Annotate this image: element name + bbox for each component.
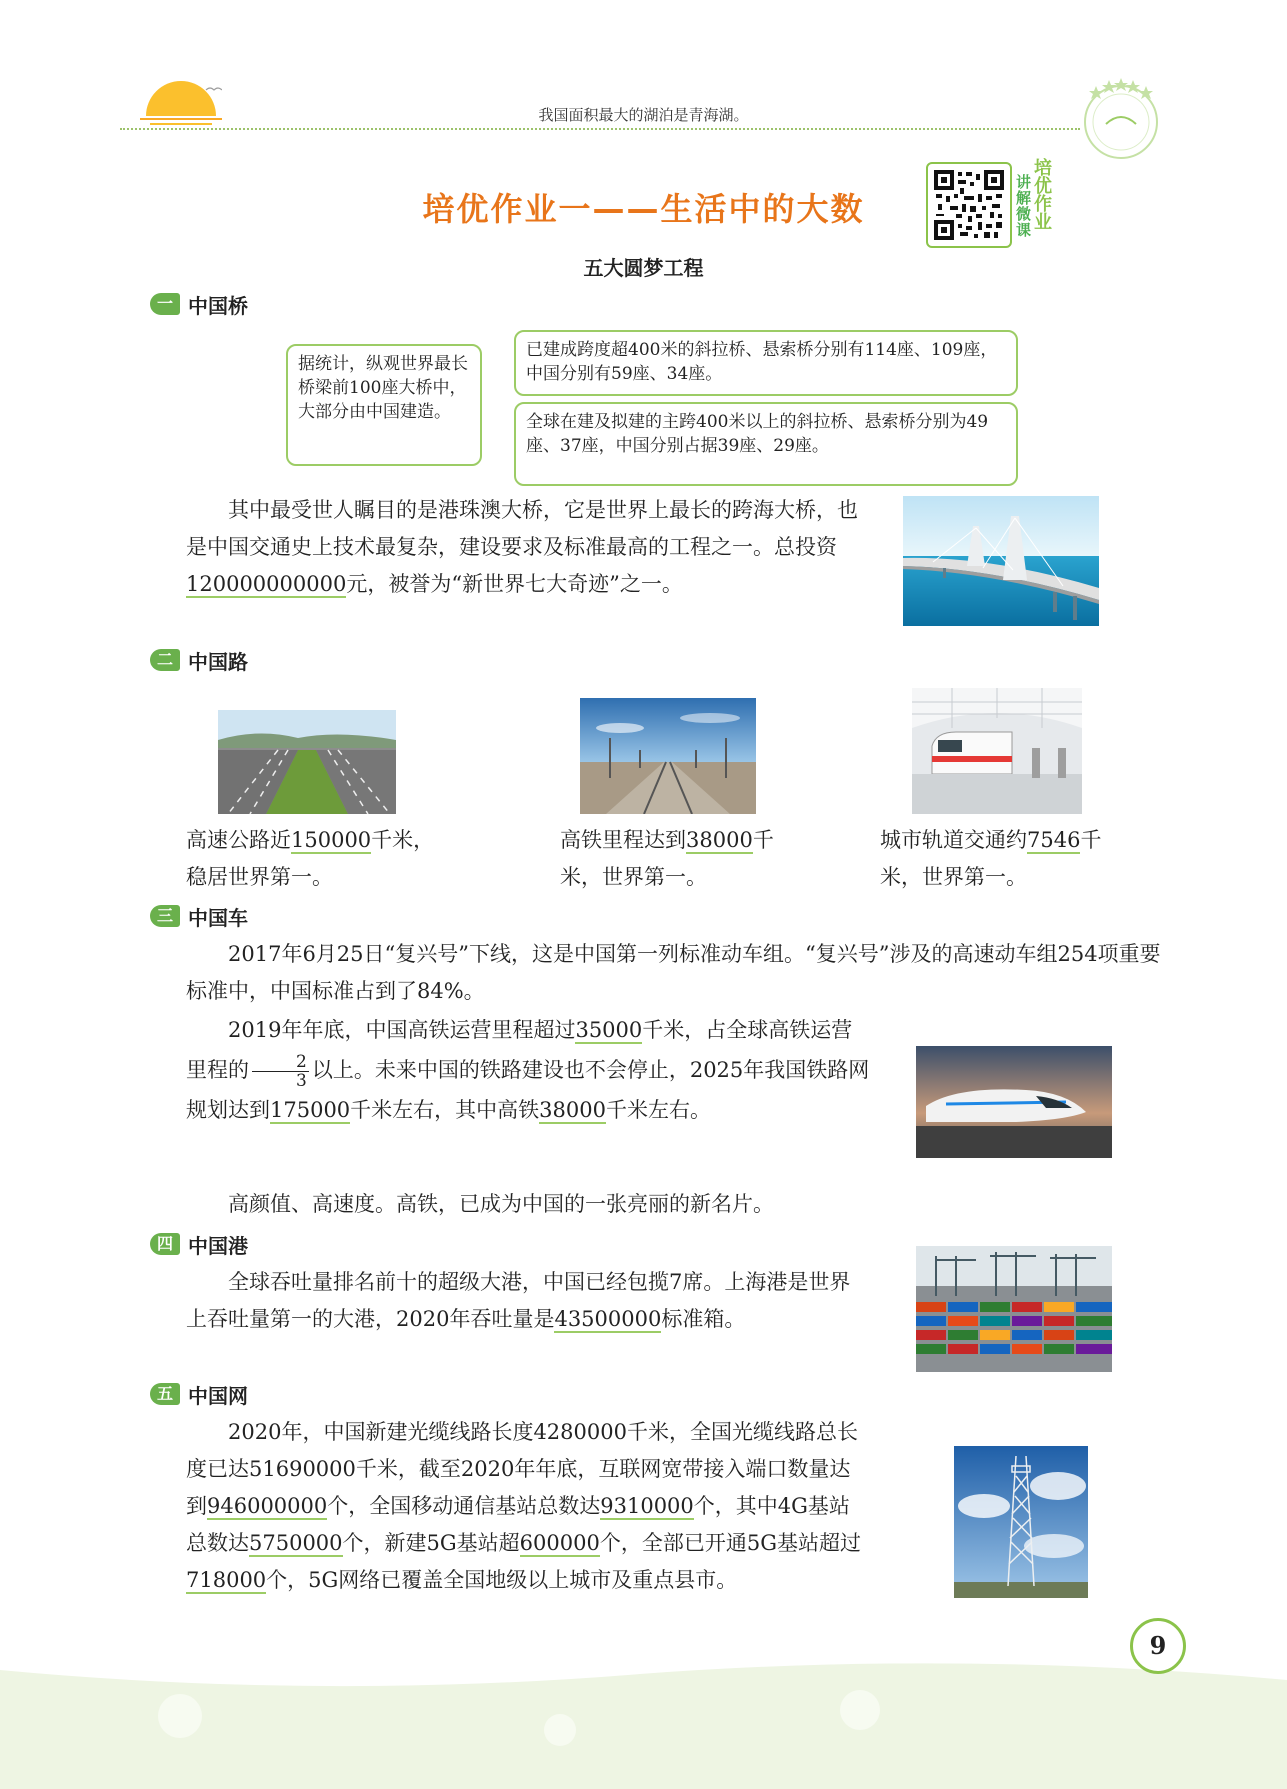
cap3-number: 7546 (1027, 828, 1081, 852)
car-number-38000: 38000 (539, 1098, 606, 1122)
cap1-number: 150000 (291, 828, 372, 852)
net-t6: 个，5G网络已覆盖全国地级以上城市及重点县市。 (266, 1568, 738, 1592)
net-paragraph (186, 1414, 870, 1599)
section-title: 中国网 (188, 1383, 248, 1408)
section-badge: 四 (150, 1233, 180, 1255)
net-number-3: 5750000 (249, 1531, 343, 1555)
section-net-head (150, 1380, 248, 1408)
fraction-denominator: 3 (296, 1071, 307, 1091)
bullet-train-photo (916, 1046, 1112, 1158)
rail-track-photo (580, 698, 756, 814)
bridge-text-after: 元，被誉为“新世界七大奇迹”之一。 (346, 572, 683, 596)
section-badge: 二 (150, 649, 180, 671)
car-number-35000: 35000 (575, 1018, 643, 1042)
section-title: 中国港 (188, 1233, 248, 1258)
car-paragraph-3: 高颜值、高速度。高铁，已成为中国的一张亮丽的新名片。 (228, 1192, 774, 1216)
caption-metro (880, 822, 1120, 896)
cap2-before: 高铁里程达到 (560, 828, 686, 852)
qr-code[interactable] (926, 162, 1012, 248)
section-badge: 一 (150, 293, 180, 315)
car-p2-b: 千米，占全球 (642, 1018, 769, 1042)
qr-side-large: 培优作业 (1034, 158, 1052, 233)
net-t1: 2020年，中国新建光缆线路长度4280000千米，全国光缆线路总长度已达51690000千米，截至2020年年底，互联网宽带接入端口数量达到 (186, 1420, 858, 1518)
bridge-text-before: 其中最受世人瞩目的是港珠澳大桥，它是世界上最长的跨海大桥，也是中国交通史上技术最复杂，建设要求及标准最高的工程之一。总投资 (186, 498, 858, 559)
running-header: 我国面积最大的湖泊是青海湖。 (538, 106, 749, 124)
net-number-4: 600000 (519, 1531, 600, 1555)
bridge-paragraph (186, 492, 870, 603)
net-number-5: 718000 (186, 1568, 267, 1592)
cap2-after: 千米，世界第一。 (560, 828, 774, 889)
car-number-175000: 175000 (270, 1098, 351, 1122)
cap1-before: 高速公路近 (186, 828, 291, 852)
section-badge: 三 (150, 905, 180, 927)
highway-photo (218, 710, 396, 814)
car-p2-d: 以上。未来中国的铁路建设也不会停止， (311, 1058, 690, 1082)
net-t5: 个，全部已开通5G基站超过 (599, 1531, 861, 1555)
car-p2-e: 2025年我国铁路网规划达到 (186, 1058, 870, 1122)
car-paragraph-1: 2017年6月25日“复兴号”下线，这是中国第一列标准动车组。“复兴号”涉及的高速动车组254项重要标准中，中国标准占到了84%。 (186, 942, 1161, 1003)
section-title: 中国路 (188, 649, 248, 674)
car-p2-g: 千米左右。 (605, 1098, 711, 1122)
port-number: 43500000 (554, 1307, 662, 1331)
net-number-1: 946000000 (207, 1494, 328, 1518)
footer-decoration (0, 1660, 1287, 1789)
section-title: 中国桥 (188, 293, 248, 318)
section-bridge-head (150, 290, 248, 318)
brand-badge-icon (1076, 72, 1166, 162)
port-text: 全球吞吐量排名前十的超级大港，中国已经包揽7席。上海港是世界上吞吐量第一的大港，2020年吞吐量是 (186, 1270, 851, 1331)
car-p2-a: 2019年年底，中国高铁运营里程超过 (228, 1018, 576, 1042)
caption-high-speed-rail (560, 822, 800, 896)
cap3-before: 城市轨道交通约 (880, 828, 1027, 852)
net-t4: 个，新建5G基站超 (342, 1531, 520, 1555)
signal-tower-photo (954, 1446, 1088, 1598)
fraction-two-thirds (252, 1053, 309, 1090)
cap1-after: 千米，稳居世界第一。 (186, 828, 435, 889)
net-t3: 个，其中4G基站总数达 (186, 1494, 850, 1555)
metro-station-photo (912, 688, 1082, 814)
note-top-right: 已建成跨度超400米的斜拉桥、悬索桥分别有114座、109座，中国分别有59座、34座。 (514, 330, 1018, 396)
fraction-numerator: 2 (252, 1053, 309, 1072)
car-paragraph-2 (186, 1010, 870, 1130)
qr-code-icon (934, 170, 1004, 240)
header-divider (120, 128, 1080, 130)
bridge-photo (903, 496, 1099, 626)
section-road-head (150, 646, 248, 674)
caption-highway (186, 822, 436, 896)
subtitle: 五大圆梦工程 (583, 256, 704, 280)
section-car-head (150, 902, 248, 930)
cap3-after: 千米，世界第一。 (880, 828, 1102, 889)
note-left: 据统计，纵观世界最长桥梁前100座大桥中，大部分由中国建造。 (286, 344, 482, 466)
port-paragraph (186, 1264, 870, 1338)
qr-side-label (1016, 160, 1068, 254)
page-number: 9 (1130, 1618, 1186, 1674)
page-title: 培优作业一——生活中的大数 (422, 190, 865, 228)
car-p2-f: 千米左右，其中高铁 (350, 1098, 540, 1122)
bridge-number: 120000000000 (186, 572, 347, 596)
cap2-number: 38000 (686, 828, 753, 852)
section-title: 中国车 (188, 905, 248, 930)
net-t2: 个，全国移动通信基站总数达 (327, 1494, 601, 1518)
section-badge: 五 (150, 1383, 180, 1405)
qr-side-small: 讲解微课 (1016, 173, 1032, 239)
port-text-after: 标准箱。 (661, 1307, 746, 1331)
car-p2-c: 高铁运营里程的 (186, 1018, 853, 1082)
container-port-photo (916, 1246, 1112, 1372)
note-bottom-right: 全球在建及拟建的主跨400米以上的斜拉桥、悬索桥分别为49座、37座，中国分别占据39座、29座。 (514, 402, 1018, 486)
section-port-head (150, 1230, 248, 1258)
net-number-2: 9310000 (600, 1494, 694, 1518)
